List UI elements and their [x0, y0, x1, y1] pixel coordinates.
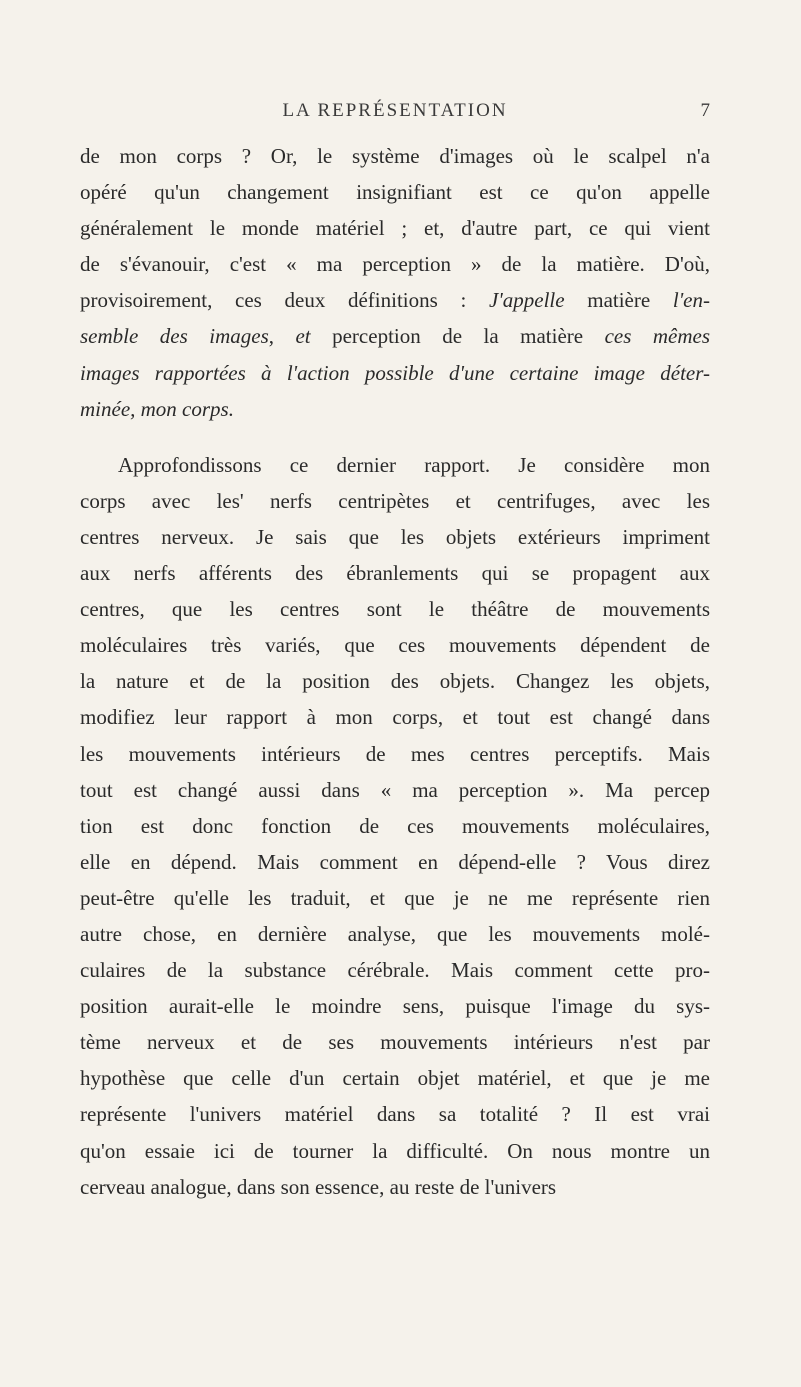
- text-line: [80, 483, 710, 519]
- text-segment: peut-être qu'elle les traduit, et que je ne me représente rien: [80, 885, 710, 910]
- text-segment: centres nerveux. Je sais que les objets extérieurs impriment: [80, 524, 710, 549]
- text-segment: opéré qu'un changement insignifiant est ce qu'on appelle: [80, 180, 710, 205]
- italic-segment: images rapportées à l'action possible d'une certaine image déter-: [80, 360, 710, 385]
- text-segment: les mouvements intérieurs de mes centres perceptifs. Mais: [80, 741, 710, 766]
- text-segment: la nature et de la position des objets. Changez les objets,: [80, 669, 710, 694]
- text-line: [80, 391, 710, 427]
- paragraph-gap: [80, 427, 710, 447]
- italic-segment: minée, mon corps.: [80, 396, 234, 421]
- text-segment: ,: [268, 324, 296, 349]
- text-segment: de s'évanouir, c'est « ma perception » de la matière. D'où,: [80, 252, 710, 277]
- italic-segment: J'appelle: [488, 288, 565, 313]
- text-line: [80, 138, 710, 174]
- text-segment: perception de la matière: [310, 324, 605, 349]
- text-line: [80, 1060, 710, 1096]
- paragraph-1: [80, 138, 710, 427]
- text-segment: Approfondissons ce dernier rapport. Je considère mon: [118, 452, 710, 477]
- text-line: [80, 952, 710, 988]
- text-segment: centres, que les centres sont le théâtre de mouvements: [80, 597, 710, 622]
- text-line: [80, 447, 710, 483]
- text-segment: généralement le monde matériel ; et, d'autre part, ce qui vient: [80, 216, 710, 241]
- text-segment: aux nerfs afférents des ébranlements qui se propagent aux: [80, 561, 710, 586]
- text-segment: matière: [564, 288, 673, 313]
- text-line: [80, 174, 710, 210]
- text-line: [80, 555, 710, 591]
- text-line: [80, 282, 710, 318]
- text-line: [80, 246, 710, 282]
- text-segment: elle en dépend. Mais comment en dépend-elle ? Vous direz: [80, 849, 710, 874]
- text-segment: corps avec les' nerfs centripètes et centrifuges, avec les: [80, 488, 710, 513]
- text-segment: hypothèse que celle d'un certain objet matériel, et que je me: [80, 1066, 710, 1091]
- text-line: [80, 844, 710, 880]
- text-line: [80, 210, 710, 246]
- text-line: [80, 699, 710, 735]
- text-line: [80, 736, 710, 772]
- text-segment: modifiez leur rapport à mon corps, et tout est changé dans: [80, 705, 710, 730]
- text-segment: tème nerveux et de ses mouvements intérieurs n'est par: [80, 1030, 710, 1055]
- text-segment: qu'on essaie ici de tourner la difficulté. On nous montre un: [80, 1138, 710, 1163]
- text-segment: provisoirement, ces deux définitions :: [80, 288, 489, 313]
- text-line: [80, 988, 710, 1024]
- italic-segment: ces mêmes: [604, 324, 710, 349]
- text-segment: culaires de la substance cérébrale. Mais comment cette pro-: [80, 958, 710, 983]
- text-segment: de mon corps ? Or, le système d'images où le scalpel n'a: [80, 144, 710, 168]
- italic-segment: semble des images: [80, 324, 269, 349]
- page-number: 7: [700, 100, 710, 121]
- body-text: [80, 138, 710, 1205]
- running-header: [80, 100, 710, 130]
- text-line: [80, 808, 710, 844]
- italic-segment: l'en-: [672, 288, 710, 313]
- text-segment: position aurait-elle le moindre sens, puisque l'image du sys-: [80, 994, 710, 1019]
- text-line: [80, 355, 710, 391]
- italic-segment: et: [295, 324, 311, 349]
- text-line: [80, 318, 710, 354]
- running-title: LA REPRÉSENTATION: [282, 100, 508, 121]
- text-line: [80, 1169, 710, 1205]
- paragraph-2: [80, 447, 710, 1205]
- text-line: [80, 519, 710, 555]
- text-line: [80, 591, 710, 627]
- text-segment: moléculaires très variés, que ces mouvements dépendent de: [80, 633, 710, 658]
- text-segment: représente l'univers matériel dans sa totalité ? Il est vrai: [80, 1102, 710, 1127]
- text-line: [80, 1096, 710, 1132]
- text-line: [80, 772, 710, 808]
- text-line: [80, 880, 710, 916]
- text-segment: tion est donc fonction de ces mouvements moléculaires,: [80, 813, 710, 838]
- text-line: [80, 916, 710, 952]
- text-line: [80, 663, 710, 699]
- text-line: [80, 627, 710, 663]
- text-segment: cerveau analogue, dans son essence, au reste de l'univers: [80, 1174, 557, 1199]
- text-line: [80, 1024, 710, 1060]
- text-segment: autre chose, en dernière analyse, que les mouvements molé-: [80, 921, 710, 946]
- text-segment: tout est changé aussi dans « ma perception ». Ma percep: [80, 777, 710, 802]
- text-line: [80, 1133, 710, 1169]
